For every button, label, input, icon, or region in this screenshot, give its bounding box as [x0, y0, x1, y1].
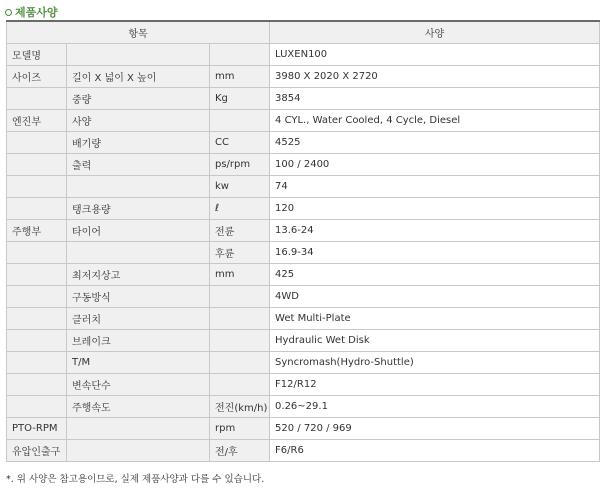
spec-value-cell: 3854: [270, 88, 600, 110]
spec-value-cell: Wet Multi-Plate: [270, 308, 600, 330]
spec-label-cell: [67, 176, 210, 198]
spec-label-cell: 주행속도: [67, 396, 210, 418]
spec-value-cell: F12/R12: [270, 374, 600, 396]
spec-label-cell: [7, 242, 67, 264]
spec-label-cell: [210, 44, 270, 66]
spec-value-cell: 3980 X 2020 X 2720: [270, 66, 600, 88]
spec-value-cell: 74: [270, 176, 600, 198]
spec-value-cell: 4 CYL., Water Cooled, 4 Cycle, Diesel: [270, 110, 600, 132]
footnote: *. 위 사양은 참고용이므로, 실제 제품사양과 다를 수 있습니다.: [6, 474, 265, 485]
spec-label-cell: 전/후: [210, 440, 270, 462]
spec-label-cell: 구동방식: [67, 286, 210, 308]
spec-label-cell: 클러치: [67, 308, 210, 330]
spec-label-cell: [67, 418, 210, 440]
spec-label-cell: [210, 286, 270, 308]
spec-label-cell: ℓ: [210, 198, 270, 220]
spec-label-cell: 중량: [67, 88, 210, 110]
spec-label-cell: [7, 286, 67, 308]
spec-label-cell: 사양: [67, 110, 210, 132]
spec-label-cell: T/M: [67, 352, 210, 374]
header-spec: 사양: [270, 21, 600, 44]
spec-value-cell: 0.26~29.1: [270, 396, 600, 418]
spec-label-cell: Kg: [210, 88, 270, 110]
spec-label-cell: [7, 198, 67, 220]
table-row: [7, 440, 600, 462]
table-row: [7, 352, 600, 374]
table-row: [7, 44, 600, 66]
table-row: [7, 396, 600, 418]
table-row: [7, 176, 600, 198]
table-row: [7, 154, 600, 176]
section-title-text: 제품사양: [15, 6, 58, 19]
spec-value-cell: 520 / 720 / 969: [270, 418, 600, 440]
spec-label-cell: ps/rpm: [210, 154, 270, 176]
spec-label-cell: kw: [210, 176, 270, 198]
spec-label-cell: 출력: [67, 154, 210, 176]
spec-label-cell: [210, 308, 270, 330]
spec-value-cell: Syncromash(Hydro-Shuttle): [270, 352, 600, 374]
spec-value-cell: LUXEN100: [270, 44, 600, 66]
circle-bullet-icon: [5, 9, 12, 16]
table-row: [7, 242, 600, 264]
spec-label-cell: [7, 132, 67, 154]
spec-value-cell: 4525: [270, 132, 600, 154]
table-row: [7, 264, 600, 286]
spec-value-cell: 4WD: [270, 286, 600, 308]
spec-label-cell: [210, 374, 270, 396]
spec-label-cell: 길이 X 넓이 X 높이: [67, 66, 210, 88]
section-title: [5, 4, 58, 20]
spec-label-cell: 주행부: [7, 220, 67, 242]
spec-label-cell: 브레이크: [67, 330, 210, 352]
spec-label-cell: 배기량: [67, 132, 210, 154]
spec-label-cell: [7, 374, 67, 396]
spec-label-cell: [7, 88, 67, 110]
table-row: [7, 308, 600, 330]
table-row: [7, 198, 600, 220]
spec-value-cell: 425: [270, 264, 600, 286]
table-row: [7, 220, 600, 242]
spec-table: [6, 20, 600, 462]
table-row: [7, 374, 600, 396]
spec-label-cell: [210, 352, 270, 374]
spec-label-cell: 후륜: [210, 242, 270, 264]
spec-value-cell: Hydraulic Wet Disk: [270, 330, 600, 352]
spec-label-cell: [67, 242, 210, 264]
spec-label-cell: [210, 110, 270, 132]
spec-label-cell: [7, 264, 67, 286]
spec-label-cell: 사이즈: [7, 66, 67, 88]
spec-label-cell: CC: [210, 132, 270, 154]
spec-label-cell: 타이어: [67, 220, 210, 242]
spec-value-cell: 13.6-24: [270, 220, 600, 242]
spec-value-cell: F6/R6: [270, 440, 600, 462]
spec-value-cell: 100 / 2400: [270, 154, 600, 176]
table-header-row: [7, 21, 600, 44]
spec-label-cell: [7, 308, 67, 330]
spec-label-cell: [7, 154, 67, 176]
spec-label-cell: rpm: [210, 418, 270, 440]
table-row: [7, 286, 600, 308]
spec-label-cell: [210, 330, 270, 352]
table-row: [7, 110, 600, 132]
spec-label-cell: mm: [210, 264, 270, 286]
spec-label-cell: [7, 176, 67, 198]
spec-label-cell: 모델명: [7, 44, 67, 66]
header-item: 항목: [7, 21, 270, 44]
spec-label-cell: PTO-RPM: [7, 418, 67, 440]
spec-label-cell: [7, 352, 67, 374]
spec-label-cell: 엔진부: [7, 110, 67, 132]
table-row: [7, 88, 600, 110]
spec-label-cell: 전륜: [210, 220, 270, 242]
spec-label-cell: [67, 440, 210, 462]
spec-value-cell: 16.9-34: [270, 242, 600, 264]
spec-label-cell: [7, 330, 67, 352]
table-row: [7, 66, 600, 88]
spec-label-cell: 최저지상고: [67, 264, 210, 286]
spec-label-cell: 유압인출구: [7, 440, 67, 462]
table-row: [7, 330, 600, 352]
table-row: [7, 418, 600, 440]
spec-label-cell: 변속단수: [67, 374, 210, 396]
spec-label-cell: 탱크용량: [67, 198, 210, 220]
spec-label-cell: [67, 44, 210, 66]
spec-label-cell: 전진(km/h): [210, 396, 270, 418]
table-row: [7, 132, 600, 154]
spec-label-cell: mm: [210, 66, 270, 88]
spec-value-cell: 120: [270, 198, 600, 220]
spec-label-cell: [7, 396, 67, 418]
